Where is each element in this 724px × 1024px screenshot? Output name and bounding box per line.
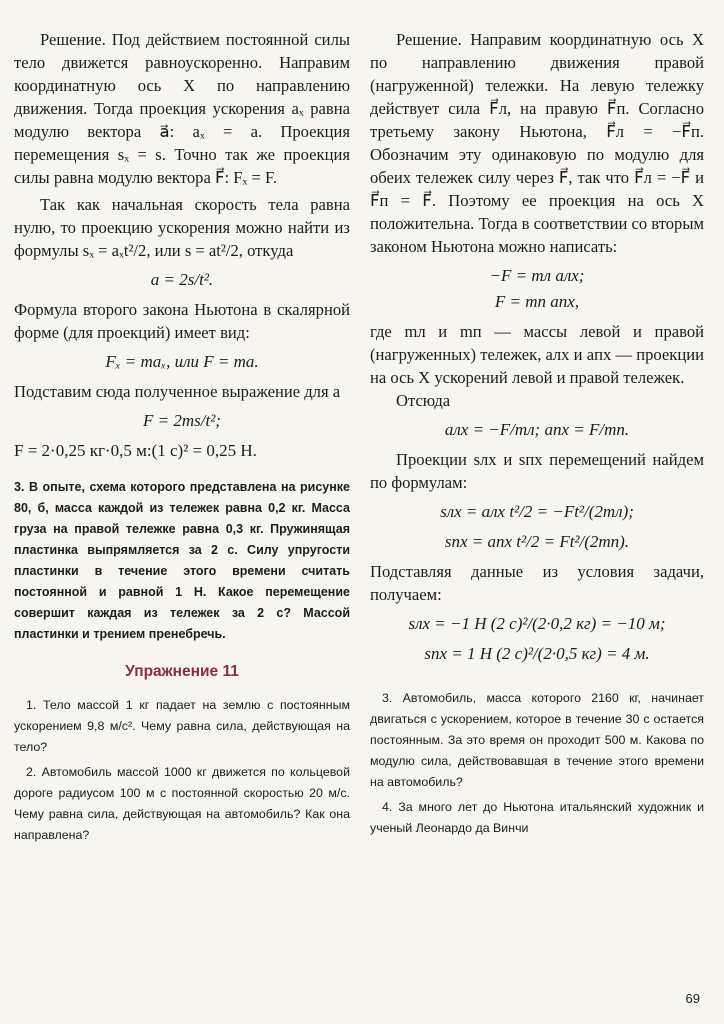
equation-right-cart: F = mп aпx,	[494, 292, 580, 311]
paragraph-displacements: Проекции sлx и sпx перемещений найдем по формулам:	[370, 450, 704, 492]
formula-result: F = 2·0,25 кг·0,5 м:(1 с)² = 0,25 Н.	[14, 441, 257, 460]
paragraph-substitution: Подставляя данные из условия задачи, получаем:	[370, 562, 704, 604]
paragraph-masses: где mл и mп — массы левой и правой (нагруженных) тележек, aлx и aпx — проекции на ось X ускорений левой и правой тележек.	[370, 322, 704, 387]
formula-acceleration: a = 2s/t².	[150, 270, 214, 289]
exercise-4: 4. За много лет до Ньютона итальянский художник и ученый Леонардо да Винчи	[370, 800, 704, 835]
equation-s-left: sлx = aлx t²/2 = −Ft²/(2mл);	[440, 502, 634, 521]
exercise-3: 3. Автомобиль, масса которого 2160 кг, начинает двигаться с ускорением, которое в течение 30 с остается постоянным. За это время он проходит 500 м. Какова по модулю сила, действовавшая в течение этого времени на автомобиль?	[370, 691, 704, 789]
hence-label: Отсюда	[396, 391, 451, 410]
problem-3: 3. В опыте, схема которого представлена на рисунке 80, б, масса каждой из тележек равна 0,2 кг. Масса груза на правой тележке равна 0,3 кг. Пружинящая пластинка выпрямляется за 2 с. Силу упругости пластинки в течение этого времени считать постоянной и равной 1 Н. Какое перемещение совершит каждая из тележек за 2 с? Массой пластинки и трением пренебречь.	[14, 480, 350, 641]
page-number: 69	[685, 991, 700, 1006]
exercise-2: 2. Автомобиль массой 1000 кг движется по кольцевой дороге радиусом 100 м с постоянной скоростью 20 м/с. Чему равна сила, действующая на автомобиль? Как она направлена?	[14, 765, 350, 842]
exercise-title: Упражнение 11	[125, 663, 239, 680]
solution-2: Решение. Направим координатную ось X по направлению движения правой (нагруженной) тележки. На левую тележку действует сила F⃗л, на правую F⃗п. Согласно третьему закону Ньютона, F⃗л = −F⃗п. Обозначим эту одинаковую по модулю для обеих тележек силу через F⃗, так что F⃗л = −F⃗ и F⃗п = F⃗. Поэтому ее проекция на ось X положительна. Тогда в соответствии со вторым законом Ньютона можно написать:	[370, 30, 704, 256]
paragraph-initial-velocity: Так как начальная скорость тела равна нулю, то проекцию ускорения можно найти из формулы sₓ = aₓt²/2, или s = at²/2, откуда	[14, 195, 350, 260]
equation-s-right-value: sпx = 1 Н (2 с)²/(2·0,5 кг) = 4 м.	[424, 644, 650, 663]
formula-force: F = 2ms/t²;	[143, 411, 221, 430]
equation-s-right: sпx = aпx t²/2 = Ft²/(2mп).	[444, 532, 630, 551]
formula-newton: Fₓ = maₓ, или F = ma.	[105, 352, 259, 371]
paragraph-newton-law: Формула второго закона Ньютона в скалярной форме (для проекций) имеет вид:	[14, 300, 350, 342]
paragraph-substitute: Подставим сюда полученное выражение для a	[14, 382, 341, 401]
equation-left-cart: −F = mл aлx;	[489, 266, 585, 285]
equation-accelerations: aлx = −F/mл; aпx = F/mп.	[444, 420, 630, 439]
equation-s-left-value: sлx = −1 Н (2 с)²/(2·0,2 кг) = −10 м;	[408, 614, 666, 633]
solution-1: Решение. Под действием постоянной силы тело движется равноускоренно. Направим координатную ось X по направлению движения. Тогда проекция ускорения aₓ равна модулю вектора a⃗: aₓ = a. Проекция перемещения sₓ = s. Точно так же проекция силы равна модулю вектора F⃗: Fₓ = F.	[14, 30, 350, 187]
left-column	[14, 28, 350, 850]
right-column	[370, 28, 704, 843]
exercise-1: 1. Тело массой 1 кг падает на землю с постоянным ускорением 9,8 м/с². Чему равна сила, действующая на тело?	[14, 698, 350, 754]
